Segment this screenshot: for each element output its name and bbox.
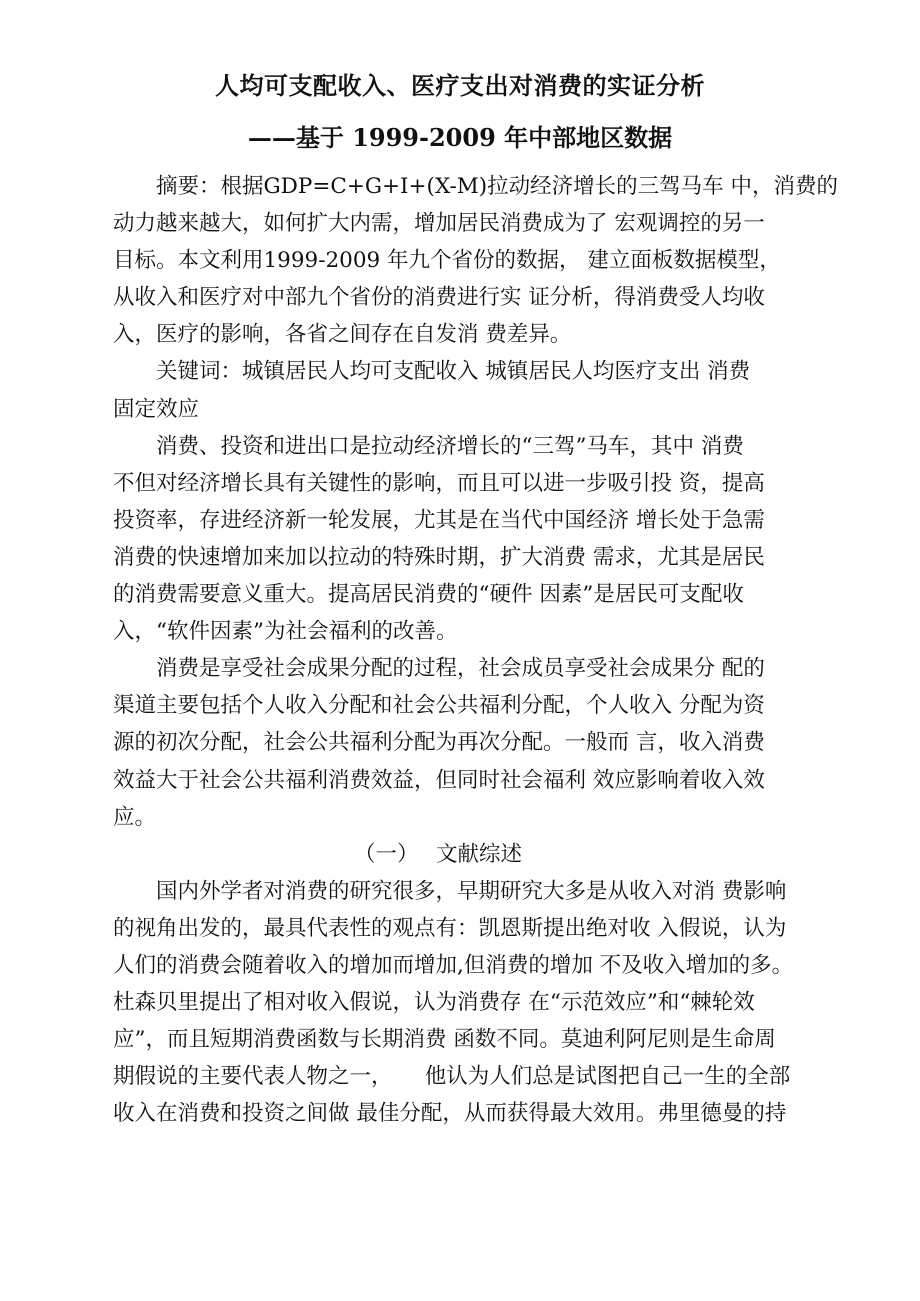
abstract-line: 摘要：根据GDP=C+G+I+(X-M)拉动经济增长的三驾马车 中，消费的 bbox=[113, 174, 838, 199]
paragraph-line: 效益大于社会公共福利消费效益，但同时社会福利 效应影响着收入效 bbox=[113, 767, 765, 793]
paragraph-line: 应。 bbox=[113, 804, 157, 830]
abstract-line: 目标。本文利用1999-2009 年九个省份的数据， 建立面板数据模型， bbox=[113, 248, 781, 274]
paragraph-line: 国内外学者对消费的研究很多，早期研究大多是从收入对消 费影响 bbox=[113, 878, 787, 904]
section-heading: （一） 文献综述 bbox=[353, 841, 523, 867]
paragraph-line: 消费的快速增加来加以拉动的特殊时期，扩大消费 需求，尤其是居民 bbox=[113, 544, 765, 570]
paragraph-line: 人们的消费会随着收入的增加而增加,但消费的增加 不及收入增加的多。 bbox=[113, 952, 794, 978]
paragraph-line: 杜森贝里提出了相对收入假说，认为消费存 在“示范效应”和“棘轮效 bbox=[113, 990, 755, 1016]
keywords-line: 固定效应 bbox=[113, 396, 200, 422]
paragraph-line: 的视角出发的，最具代表性的观点有：凯恩斯提出绝对收 入假说，认为 bbox=[113, 915, 787, 941]
abstract-line: 从收入和医疗对中部九个省份的消费进行实 证分析，得消费受人均收 bbox=[113, 285, 765, 311]
document-body bbox=[113, 168, 843, 1132]
abstract-line: 入，医疗的影响，各省之间存在自发消 费差异。 bbox=[113, 322, 572, 348]
paragraph-line: 渠道主要包括个人收入分配和社会公共福利分配，个人收入 分配为资 bbox=[113, 693, 765, 719]
paragraph-line: 的消费需要意义重大。提高居民消费的“硬件 因素”是居民可支配收 bbox=[113, 582, 744, 608]
paragraph-line: 期假说的主要代表人物之一， 他认为人们总是试图把自己一生的全部 bbox=[113, 1064, 791, 1090]
paragraph-line: 应”，而且短期消费函数与长期消费 函数不同。莫迪利阿尼则是生命周 bbox=[113, 1027, 776, 1053]
paragraph-line: 消费是享受社会成果分配的过程，社会成员享受社会成果分 配的 bbox=[113, 656, 765, 682]
abstract-line: 动力越来越大，如何扩大内需，增加居民消费成为了 宏观调控的另一 bbox=[113, 211, 765, 237]
paragraph-line: 入，“软件因素”为社会福利的改善。 bbox=[113, 619, 458, 645]
paragraph-line: 源的初次分配，社会公共福利分配为再次分配。一般而 言，收入消费 bbox=[113, 730, 765, 756]
paragraph-line: 收入在消费和投资之间做 最佳分配，从而获得最大效用。弗里德曼的持 bbox=[113, 1101, 787, 1127]
document-title: 人均可支配收入、医疗支出对消费的实证分析 bbox=[215, 71, 705, 100]
document-subtitle: ——基于 1999-2009 年中部地区数据 bbox=[247, 123, 673, 152]
paragraph-line: 不但对经济增长具有关键性的影响，而且可以进一步吸引投 资，提高 bbox=[113, 470, 765, 496]
paragraph-line: 投资率，存进经济新一轮发展，尤其是在当代中国经济 增长处于急需 bbox=[113, 507, 765, 533]
paragraph-line: 消费、投资和进出口是拉动经济增长的“三驾”马车，其中 消费 bbox=[113, 433, 744, 459]
keywords-line: 关键词：城镇居民人均可支配收入 城镇居民人均医疗支出 消费 bbox=[113, 359, 751, 385]
